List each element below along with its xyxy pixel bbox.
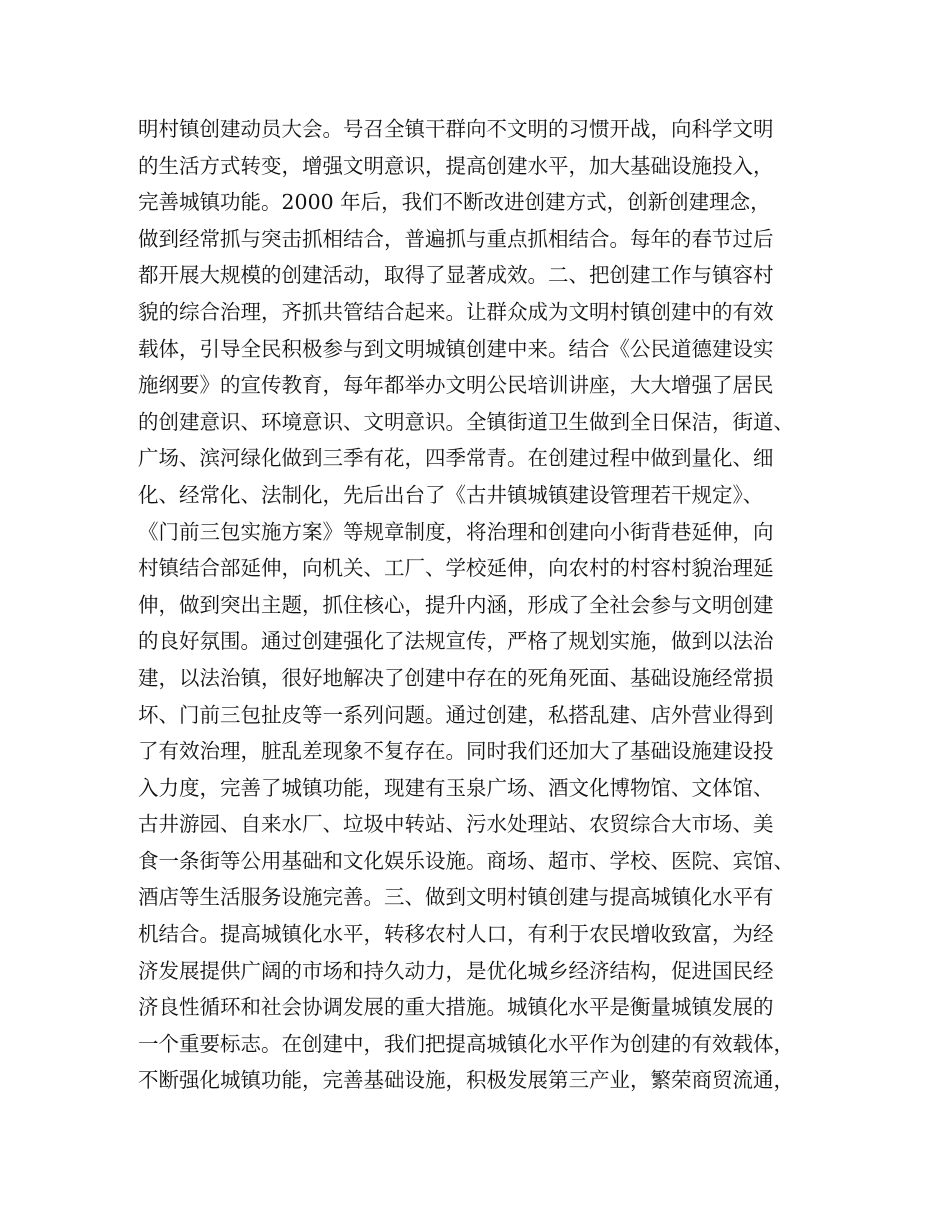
body-text [138, 111, 838, 1099]
text-line: 貌的综合治理，齐抓共管结合起来。让群众成为文明村镇创建中的有效 [138, 299, 774, 324]
text-line: 食一条街等公用基础和文化娱乐设施。商场、超市、学校、医院、宾馆、 [138, 848, 794, 873]
text-line: 建，以法治镇，很好地解决了创建中存在的死角死面、基础设施经常损 [138, 665, 774, 690]
text-line: 《门前三包实施方案》等规章制度，将治理和创建向小街背巷延伸，向 [138, 519, 774, 544]
text-line: 古井游园、自来水厂、垃圾中转站、污水处理站、农贸综合大市场、美 [138, 812, 774, 837]
text-line: 入力度，完善了城镇功能，现建有玉泉广场、酒文化博物馆、文体馆、 [138, 775, 774, 800]
text-line: 完善城镇功能。2000 年后，我们不断改进创建方式，创新创建理念， [138, 190, 771, 215]
text-line: 明村镇创建动员大会。号召全镇干群向不文明的习惯开战，向科学文明 [138, 117, 774, 141]
text-line: 酒店等生活服务设施完善。三、做到文明村镇创建与提高城镇化水平有 [138, 885, 774, 910]
text-line: 的生活方式转变，增强文明意识，提高创建水平，加大基础设施投入， [138, 153, 774, 178]
text-line: 的良好氛围。通过创建强化了法规宣传，严格了规划实施，做到以法治 [138, 629, 774, 654]
text-line: 一个重要标志。在创建中，我们把提高城镇化水平作为创建的有效载体， [138, 1031, 794, 1056]
text-line: 的创建意识、环境意识、文明意识。全镇街道卫生做到全日保洁，街道、 [138, 409, 794, 434]
text-line: 机结合。提高城镇化水平，转移农村人口，有利于农民增收致富，为经 [138, 922, 774, 947]
text-line: 了有效治理，脏乱差现象不复存在。同时我们还加大了基础设施建设投 [138, 739, 774, 764]
text-line: 施纲要》的宣传教育，每年都举办文明公民培训讲座，大大增强了居民 [138, 373, 774, 398]
text-line: 不断强化城镇功能，完善基础设施，积极发展第三产业，繁荣商贸流通， [138, 1068, 794, 1093]
text-line: 济发展提供广阔的市场和持久动力，是优化城乡经济结构，促进国民经 [138, 958, 774, 983]
text-line: 都开展大规模的创建活动，取得了显著成效。二、把创建工作与镇容村 [138, 263, 774, 288]
text-line: 做到经常抓与突击抓相结合，普遍抓与重点抓相结合。每年的春节过后 [138, 226, 774, 251]
text-line: 村镇结合部延伸，向机关、工厂、学校延伸，向农村的村容村貌治理延 [138, 556, 774, 581]
text-line: 广场、滨河绿化做到三季有花，四季常青。在创建过程中做到量化、细 [138, 446, 774, 471]
text-line: 化、经常化、法制化，先后出台了《古井镇城镇建设管理若干规定》、 [138, 482, 764, 507]
text-line: 坏、门前三包扯皮等一系列问题。通过创建，私搭乱建、店外营业得到 [138, 702, 774, 727]
text-line: 伸，做到突出主题，抓住核心，提升内涵，形成了全社会参与文明创建 [138, 592, 774, 617]
text-line: 济良性循环和社会协调发展的重大措施。城镇化水平是衡量城镇发展的 [138, 995, 774, 1020]
text-line: 载体，引导全民积极参与到文明城镇创建中来。结合《公民道德建设实 [138, 336, 774, 361]
